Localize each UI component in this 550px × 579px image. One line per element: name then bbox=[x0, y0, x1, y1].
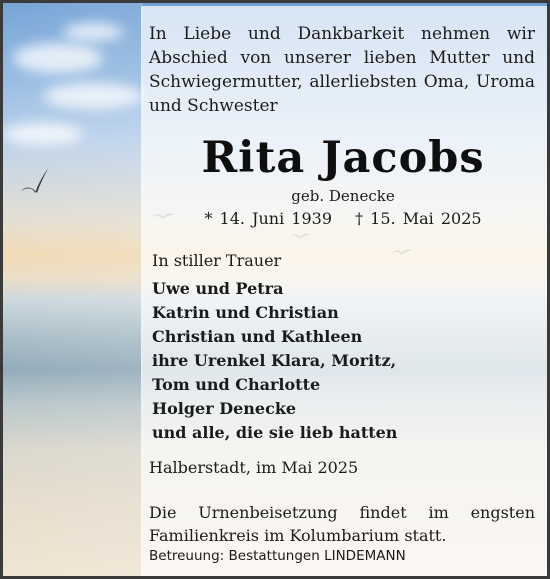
mourner-line: und alle, die sie lieb hatten bbox=[152, 423, 398, 442]
mourner-line: ihre Urenkel Klara, Moritz, bbox=[152, 351, 397, 370]
mourning-intro: In stiller Trauer bbox=[152, 251, 282, 270]
place-date: Halberstadt, im Mai 2025 bbox=[149, 458, 359, 477]
birth-date: * 14. Juni 1939 bbox=[204, 209, 332, 228]
intro-text: In Liebe und Dankbarkeit nehmen wir Abschied von unserer lieben Mutter und Schwiegermutter, allerliebsten Oma, Uroma und Schwester bbox=[149, 24, 535, 116]
mourner-line: Holger Denecke bbox=[152, 399, 297, 418]
birth-name: geb. Denecke bbox=[291, 187, 395, 205]
funeral-home-credit: Betreuung: Bestattungen LINDEMANN bbox=[149, 548, 406, 564]
seagull-icon bbox=[19, 163, 53, 197]
cloud bbox=[13, 43, 103, 73]
mourner-line: Katrin und Christian bbox=[152, 303, 339, 322]
cloud bbox=[43, 83, 143, 109]
death-date: † 15. Mai 2025 bbox=[355, 209, 482, 228]
life-dates bbox=[143, 209, 543, 228]
mourner-line: Uwe und Petra bbox=[152, 279, 284, 298]
cloud bbox=[63, 23, 123, 41]
burial-note: Die Urnenbeisetzung findet im engsten Familienkreis im Kolumbarium statt. bbox=[149, 503, 535, 545]
deceased-name: Rita Jacobs bbox=[201, 133, 485, 183]
mourner-line: Christian und Kathleen bbox=[152, 327, 363, 346]
cloud bbox=[3, 123, 83, 145]
mourner-line: Tom und Charlotte bbox=[152, 375, 321, 394]
mourners-list bbox=[152, 277, 397, 445]
